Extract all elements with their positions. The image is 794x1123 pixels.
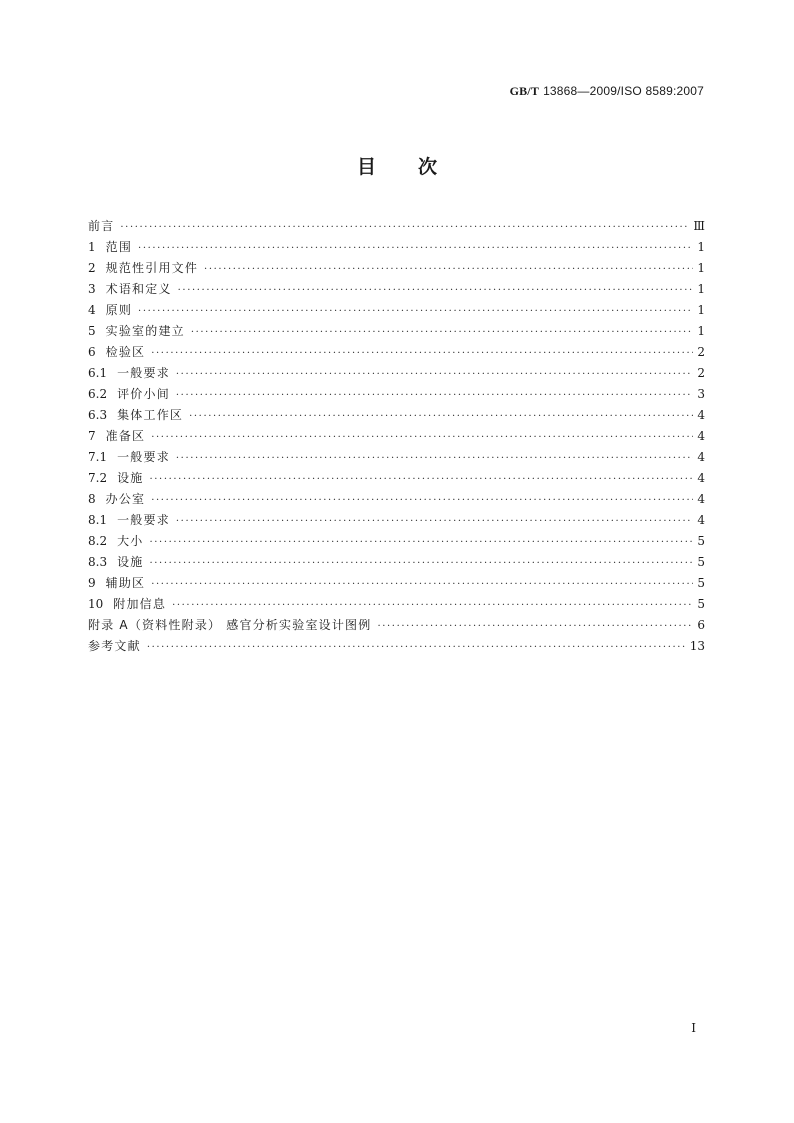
toc-entry-number: 6.1 [88,366,108,380]
toc-entry-label: 实验室的建立 [105,324,185,338]
toc-entry-number: 5 [88,324,96,338]
toc-entry-number: 7.1 [88,450,108,464]
toc-entry[interactable] [88,216,705,237]
toc-leader-dots [189,406,693,427]
toc-leader-dots [178,280,693,301]
toc-entry-number: 1 [88,240,96,254]
toc-entry-label: 设施 [117,471,144,485]
toc-entry-number: 9 [88,576,96,590]
toc-entry[interactable] [88,363,705,384]
toc-entry-label: 范围 [105,240,133,254]
toc-entry[interactable] [88,321,705,342]
toc-leader-dots [120,217,689,238]
toc-entry[interactable] [88,237,705,258]
toc-leader-dots [150,532,694,553]
toc-entry-label: 原则 [105,303,133,317]
toc-leader-dots [151,427,693,448]
toc-leader-dots [150,553,694,574]
toc-entry[interactable] [88,636,705,657]
toc-entry-page: 13 [689,639,705,653]
toc-entry[interactable] [88,258,705,279]
toc-entry-number: 8.2 [88,534,108,548]
toc-leader-dots [176,364,693,385]
toc-leader-dots [151,343,693,364]
toc-entry[interactable] [88,342,705,363]
toc-entry-page: 5 [697,576,705,590]
toc-entry-page: 2 [697,345,705,359]
toc-entry-page: 1 [697,240,705,254]
toc-entry-label: 前言 [88,219,115,233]
toc-entry-number: 4 [88,303,96,317]
toc-leader-dots [150,469,694,490]
toc-leader-dots [191,322,693,343]
toc-entry-page: 1 [697,282,705,296]
toc-entry[interactable] [88,573,705,594]
toc-entry-label: 检验区 [105,345,146,359]
toc-leader-dots [176,448,693,469]
toc-entry-label: 一般要求 [117,513,170,527]
toc-entry-page: 5 [697,597,705,611]
toc-entry-page: 4 [697,471,705,485]
table-of-contents [88,216,705,657]
toc-entry-page: 2 [697,366,705,380]
toc-entry-label: 一般要求 [117,450,170,464]
toc-entry[interactable] [88,279,705,300]
toc-entry-page: 4 [697,450,705,464]
toc-entry-number: 8.3 [88,555,108,569]
toc-entry-label: 规范性引用文件 [105,261,199,275]
toc-leader-dots [147,637,686,658]
toc-entry-number: 2 [88,261,96,275]
toc-entry[interactable] [88,594,705,615]
toc-entry-page: 1 [697,324,705,338]
standard-code-header [510,84,704,99]
toc-entry-number: 7 [88,429,96,443]
toc-entry-page: 4 [697,408,705,422]
toc-entry-label: 一般要求 [117,366,170,380]
toc-entry[interactable] [88,510,705,531]
toc-entry-number: 8.1 [88,513,108,527]
toc-entry-page: 1 [697,261,705,275]
toc-entry-page: 4 [697,492,705,506]
toc-entry-page: 1 [697,303,705,317]
toc-entry-label: 附加信息 [113,597,167,611]
toc-entry-label: 设施 [117,555,144,569]
toc-entry[interactable] [88,405,705,426]
toc-entry-page: 6 [697,618,705,632]
toc-leader-dots [204,259,693,280]
toc-entry-page: 4 [697,429,705,443]
toc-entry[interactable] [88,489,705,510]
toc-entry-label: 辅助区 [105,576,146,590]
toc-entry-label: 准备区 [105,429,146,443]
toc-leader-dots [172,595,693,616]
toc-entry-label: 术语和定义 [105,282,172,296]
toc-entry-label: 评价小间 [117,387,170,401]
toc-entry-number: 6 [88,345,96,359]
toc-entry-label: 大小 [117,534,144,548]
toc-leader-dots [377,616,693,637]
toc-entry-label: 集体工作区 [117,408,184,422]
toc-entry-number: 7.2 [88,471,108,485]
toc-leader-dots [151,490,693,511]
toc-entry-page: 4 [697,513,705,527]
toc-entry-number: 10 [88,597,104,611]
toc-entry-page: Ⅲ [693,219,705,233]
toc-entry[interactable] [88,468,705,489]
toc-entry[interactable] [88,384,705,405]
toc-entry[interactable] [88,447,705,468]
toc-entry[interactable] [88,300,705,321]
toc-entry-label: 附录 A（资料性附录） 感官分析实验室设计图例 [88,618,372,632]
toc-leader-dots [151,574,693,595]
toc-entry-label: 办公室 [105,492,146,506]
standard-code: GB/T [509,84,540,98]
toc-entry-number: 8 [88,492,96,506]
toc-entry[interactable] [88,552,705,573]
toc-entry-number: 6.3 [88,408,108,422]
toc-entry[interactable] [88,615,705,636]
toc-leader-dots [176,511,693,532]
toc-entry-label: 参考文献 [88,639,141,653]
toc-entry-number: 6.2 [88,387,108,401]
toc-leader-dots [138,238,693,259]
toc-entry[interactable] [88,531,705,552]
toc-entry-number: 3 [88,282,96,296]
page-title: 目次 [356,156,479,178]
toc-entry-page: 3 [697,387,705,401]
toc-leader-dots [138,301,693,322]
toc-entry-page: 5 [697,555,705,569]
standard-number: 13868—2009/ISO 8589:2007 [543,84,704,98]
toc-entry[interactable] [88,426,705,447]
toc-entry-page: 5 [697,534,705,548]
page-number: I [691,1021,696,1035]
toc-leader-dots [176,385,693,406]
